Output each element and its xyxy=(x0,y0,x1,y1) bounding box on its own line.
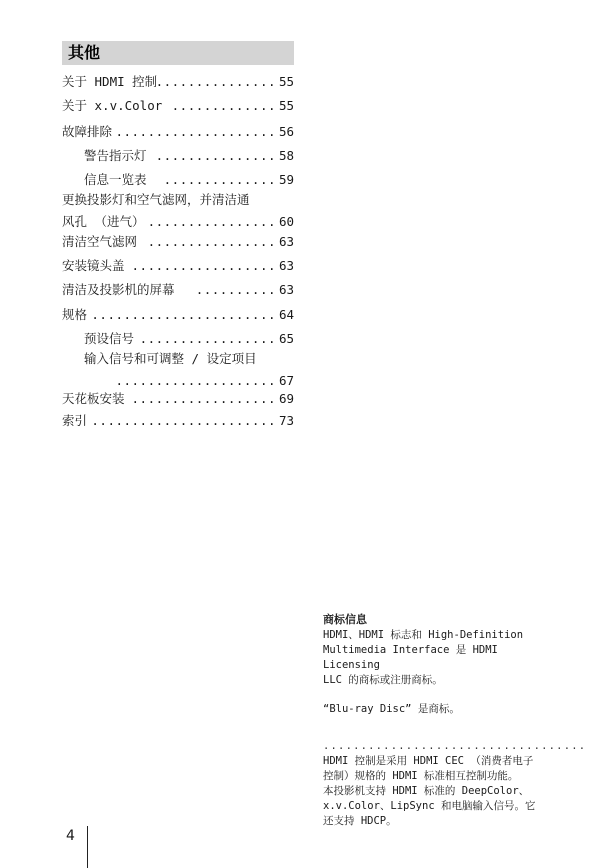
toc-leader-dots: ............... xyxy=(155,74,276,89)
toc-entry[interactable] xyxy=(62,230,294,254)
toc-entry-title: 天花板安装 xyxy=(62,391,125,406)
toc-entry-title: 警告指示灯 xyxy=(84,148,147,163)
page-number-rule xyxy=(87,826,88,868)
toc-entry-title: 预设信号 xyxy=(84,331,135,346)
toc-leader-dots: ................ xyxy=(147,234,276,249)
toc-leader-dots: ....................... xyxy=(91,413,276,428)
toc-entry[interactable] xyxy=(62,144,294,168)
toc-entry[interactable] xyxy=(62,188,294,234)
toc-entry[interactable] xyxy=(62,409,294,433)
toc-entry[interactable] xyxy=(62,70,294,94)
toc-page-number: 64 xyxy=(278,307,294,322)
toc-leader-dots: ................. xyxy=(139,331,276,346)
toc-page-number: 65 xyxy=(278,331,294,346)
toc-leader-dots: .......... xyxy=(195,282,276,297)
hdmi-control-note: HDMI 控制是采用 HDMI CEC （消费者电子 控制）规格的 HDMI 标准相互控制功能。 本投影机支持 HDMI 标准的 DeepColor、 x.v.Color、LipSync 和电脑输入信号。它 还支持 HDCP。 xyxy=(323,755,536,827)
toc-leader-dots: ....................... xyxy=(91,307,276,322)
toc-leader-dots: .............. xyxy=(163,172,276,187)
toc-page-number: 73 xyxy=(278,413,294,428)
toc-leader-dots: .................. xyxy=(131,391,276,406)
trademark-info xyxy=(323,612,587,829)
dotted-separator: ................................... xyxy=(323,740,587,752)
toc-page-number: 58 xyxy=(278,148,294,163)
toc-entry-title: 故障排除 xyxy=(62,124,113,139)
toc-page-number: 69 xyxy=(278,391,294,406)
toc-page-number: 63 xyxy=(278,258,294,273)
toc-entry[interactable] xyxy=(62,387,294,411)
toc-leader-dots: .................. xyxy=(131,258,276,273)
toc-entry-title: 清洁空气滤网 xyxy=(62,234,138,249)
toc-entry-title: 清洁及投影机的屏幕 xyxy=(62,282,175,297)
toc-entry-title: 安装镜头盖 xyxy=(62,258,125,273)
trademark-paragraph-hdmi: HDMI、HDMI 标志和 High-Definition Multimedia Interface 是 HDMI Licensing LLC 的商标或注册商标。 xyxy=(323,629,524,686)
page-number: 4 xyxy=(66,828,75,844)
toc-page-number: 60 xyxy=(278,214,294,229)
toc-page-number: 55 xyxy=(278,98,294,113)
toc-entry-title: 更换投影灯和空气滤网，并清洁通 xyxy=(62,192,250,207)
toc-entry-title: 关于 HDMI 控制 xyxy=(62,74,158,89)
toc-entry-title: 输入信号和可调整 / 设定项目 xyxy=(84,351,257,366)
toc-entry-title: 信息一览表 xyxy=(84,172,147,187)
toc-page-number: 55 xyxy=(278,74,294,89)
toc-entry-title: 关于 x.v.Color xyxy=(62,98,163,113)
toc-leader-dots: .................... xyxy=(115,373,276,388)
toc-entry[interactable] xyxy=(62,254,294,278)
toc-page-number: 63 xyxy=(278,234,294,249)
toc-leader-dots: ............... xyxy=(155,148,276,163)
toc-entry-title: 索引 xyxy=(62,413,88,428)
trademark-title: 商标信息 xyxy=(323,613,367,626)
section-header: 其他 xyxy=(62,41,294,65)
toc-entry[interactable] xyxy=(62,278,294,302)
toc-entry[interactable] xyxy=(62,120,294,144)
trademark-paragraph-bluray: “Blu-ray Disc” 是商标。 xyxy=(323,703,460,715)
toc-entry-title: 规格 xyxy=(62,307,88,322)
toc-page-number: 67 xyxy=(278,373,294,388)
toc-leader-dots: .................... xyxy=(115,124,276,139)
toc-leader-dots: ................ xyxy=(147,214,276,229)
toc-entry[interactable] xyxy=(62,303,294,327)
toc-leader-dots: ............. xyxy=(171,98,276,113)
toc-page-number: 63 xyxy=(278,282,294,297)
toc-page-number: 59 xyxy=(278,172,294,187)
toc-page-number: 56 xyxy=(278,124,294,139)
toc-entry-title-continued: 风孔 （进气） xyxy=(62,214,145,229)
toc-entry[interactable] xyxy=(62,94,294,118)
